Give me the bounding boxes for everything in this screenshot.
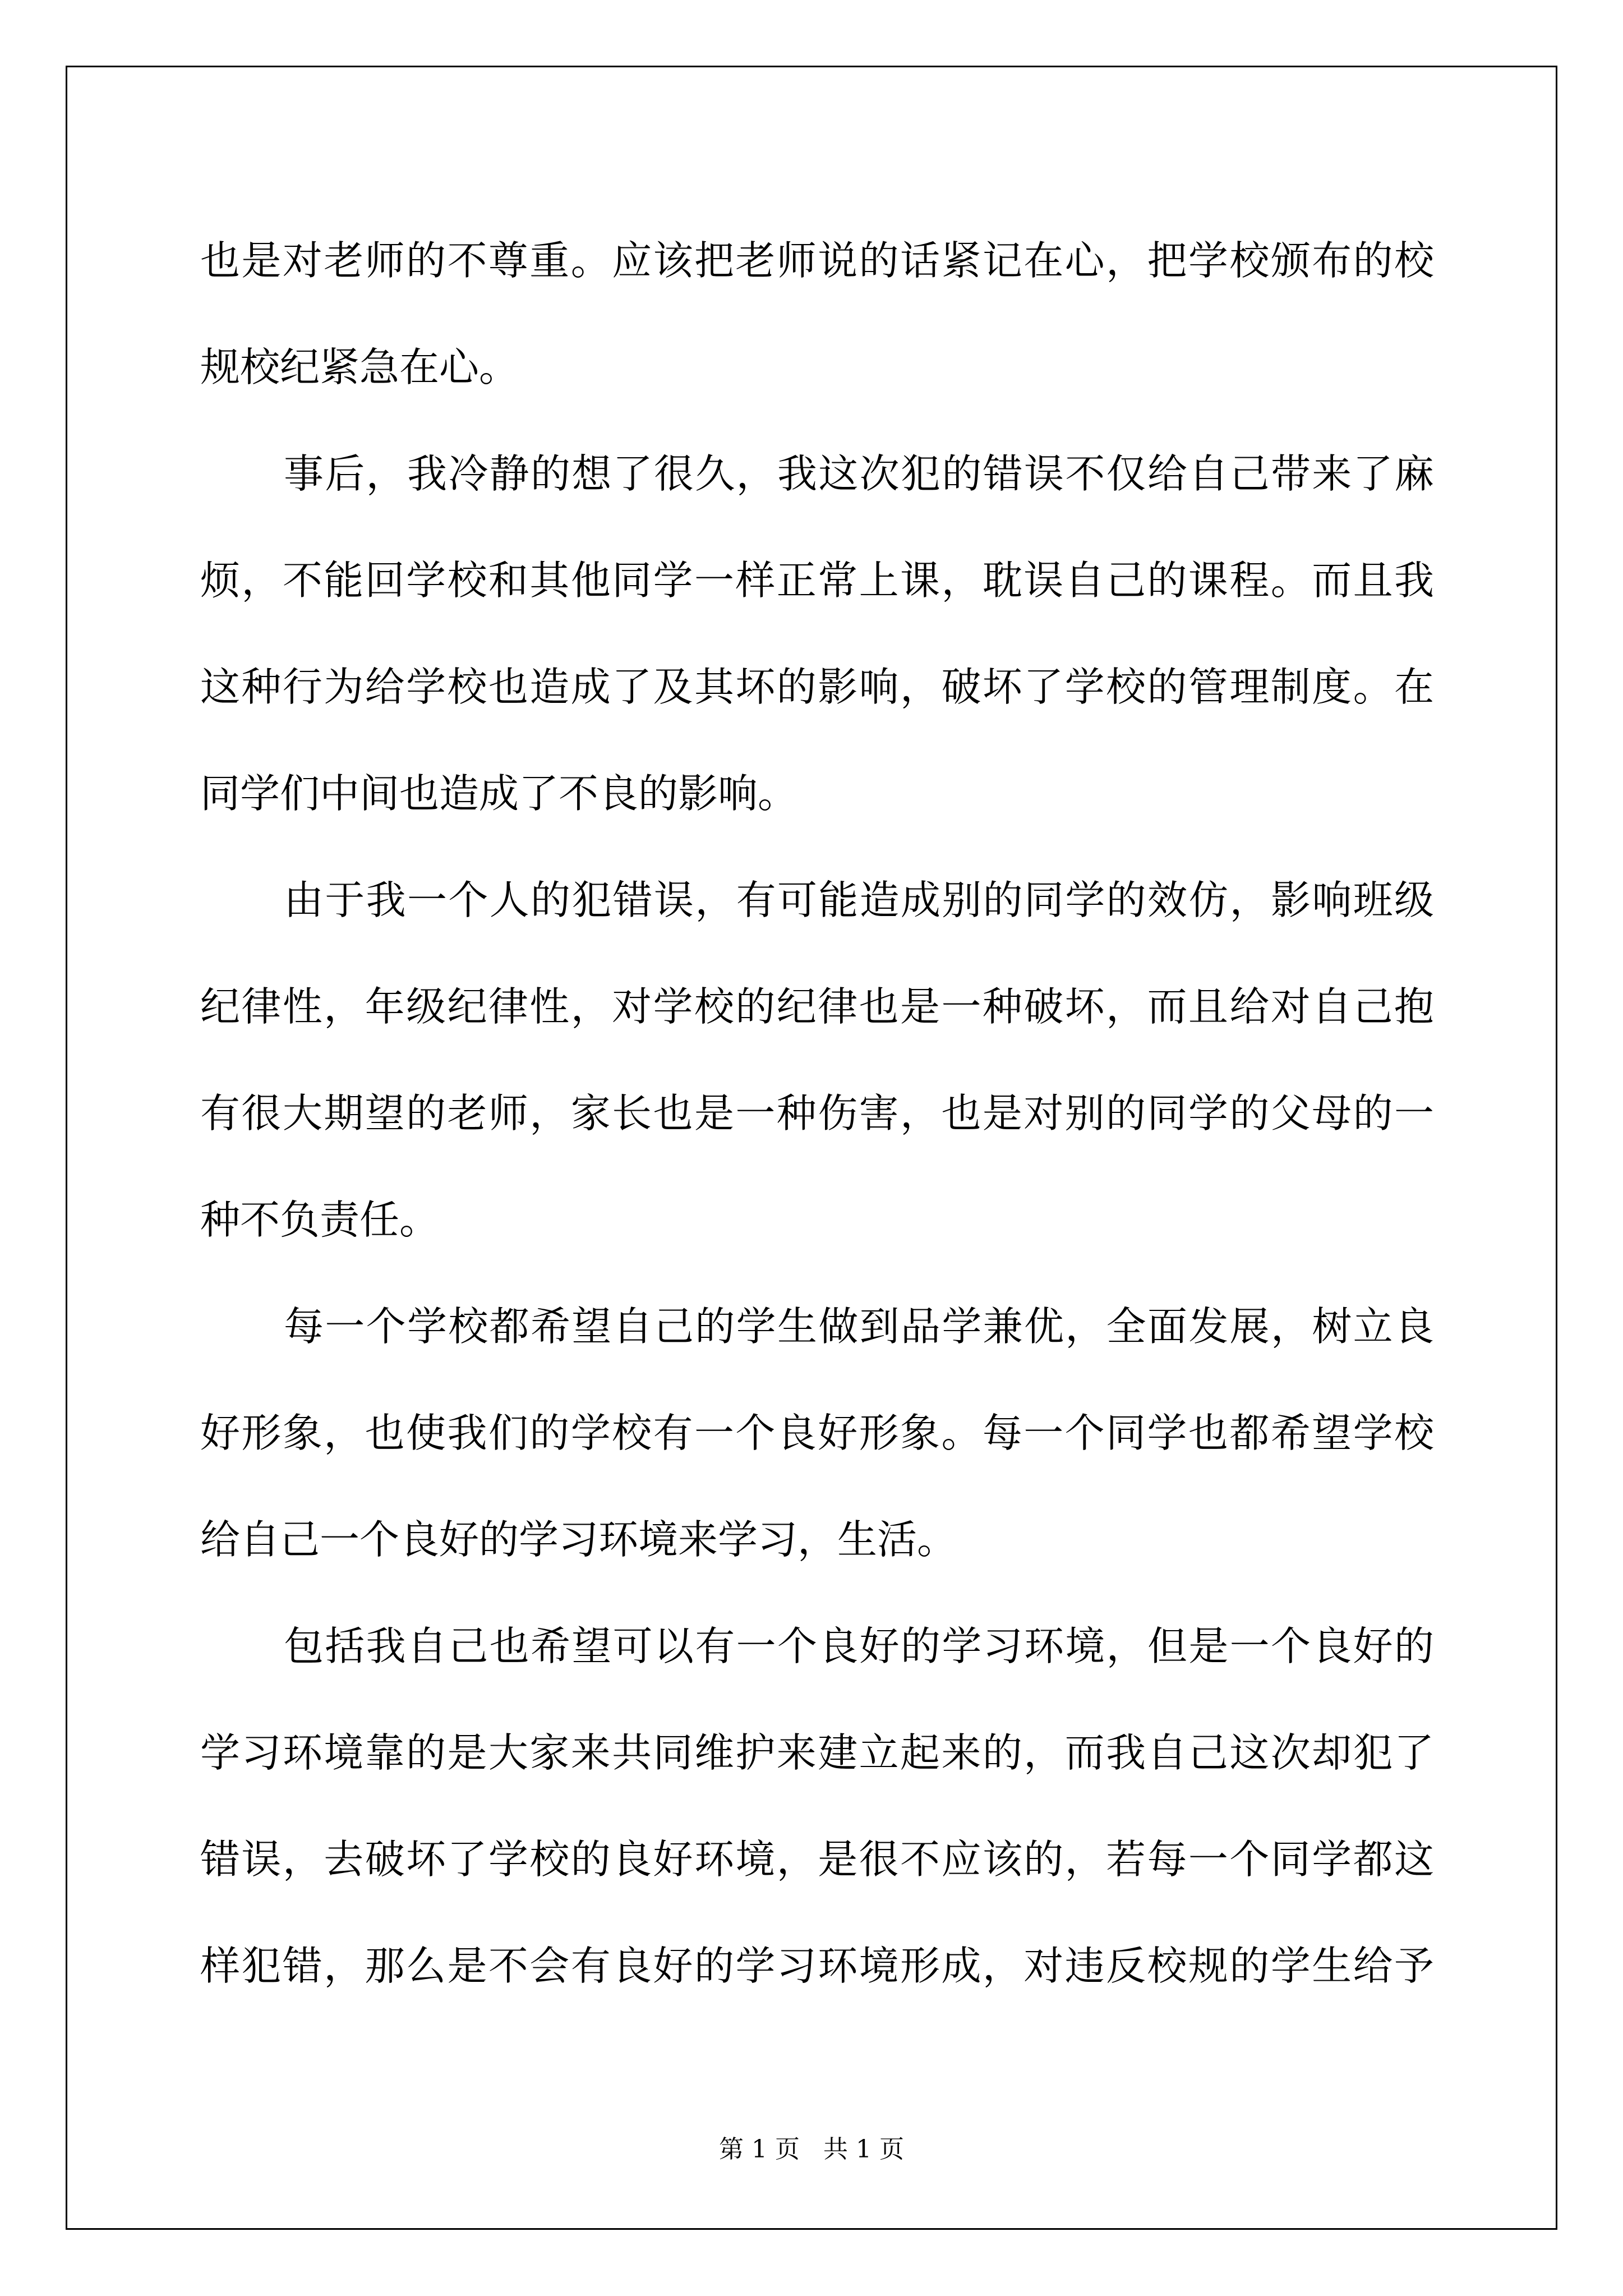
paragraph <box>200 1273 1434 1593</box>
text-line: 错误，去破坏了学校的良好环境，是很不应该的，若每一个同学都这 <box>200 1836 1434 1883</box>
text-line: 烦，不能回学校和其他同学一样正常上课，耽误自己的课程。而且我 <box>200 557 1434 604</box>
page-footer: 第 1 页 共 1 页 <box>719 2135 904 2164</box>
text-line: 同学们中间也造成了不良的影响。 <box>200 770 798 817</box>
paragraph <box>200 1593 1434 2019</box>
text-line: 纪律性，年级纪律性，对学校的纪律也是一种破坏，而且给对自己抱 <box>200 983 1434 1030</box>
text-line: 给自己一个良好的学习环境来学习，生活。 <box>200 1516 957 1563</box>
text-line: 学习环境靠的是大家来共同维护来建立起来的，而我自己这次却犯了 <box>200 1729 1434 1776</box>
text-line: 包括我自己也希望可以有一个良好的学习环境，但是一个良好的 <box>284 1623 1434 1669</box>
text-line: 由于我一个人的犯错误，有可能造成别的同学的效仿，影响班级 <box>284 877 1434 923</box>
text-line: 也是对老师的不尊重。应该把老师说的话紧记在心，把学校颁布的校 <box>200 237 1434 284</box>
text-line: 规校纪紧急在心。 <box>200 344 519 390</box>
text-line: 每一个学校都希望自己的学生做到品学兼优，全面发展，树立良 <box>284 1303 1434 1350</box>
text-line: 有很大期望的老师，家长也是一种伤害，也是对别的同学的父母的一 <box>200 1090 1434 1137</box>
paragraph <box>200 847 1434 1273</box>
text-line: 种不负责任。 <box>200 1197 440 1243</box>
text-line: 事后，我冷静的想了很久，我这次犯的错误不仅给自己带来了麻 <box>284 450 1434 497</box>
paragraph <box>200 208 1434 421</box>
text-line: 好形象，也使我们的学校有一个良好形象。每一个同学也都希望学校 <box>200 1410 1434 1456</box>
text-line: 样犯错，那么是不会有良好的学习环境形成，对违反校规的学生给予 <box>200 1943 1434 1989</box>
document-body <box>200 208 1434 2019</box>
paragraph <box>200 421 1434 847</box>
text-line: 这种行为给学校也造成了及其坏的影响，破坏了学校的管理制度。在 <box>200 664 1434 710</box>
